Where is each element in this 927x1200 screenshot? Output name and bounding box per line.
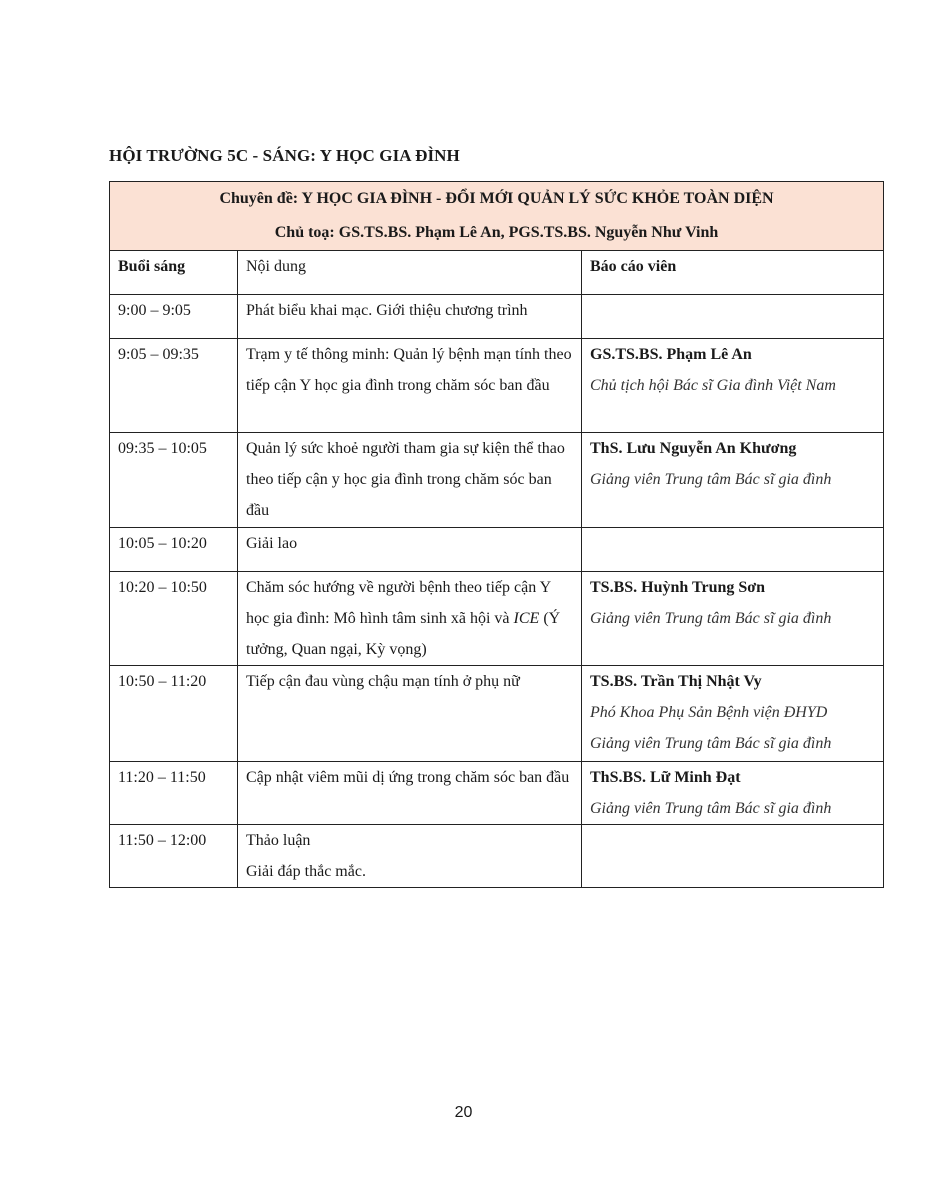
- session-chairs: Chủ toạ: GS.TS.BS. Phạm Lê An, PGS.TS.BS. Nguyễn Như Vinh: [274, 224, 719, 241]
- row-time: 10:05 – 10:20: [110, 528, 238, 572]
- row-content: Cập nhật viêm mũi dị ứng trong chăm sóc ban đầu: [238, 762, 582, 825]
- row-content: [238, 825, 582, 888]
- row-time: 11:20 – 11:50: [110, 762, 238, 825]
- row-content-line: Thảo luận: [246, 832, 311, 849]
- row-content-line: Giải đáp thắc mắc.: [246, 863, 366, 880]
- row-speaker-cell: [582, 666, 884, 762]
- speaker-name: TS.BS. Huỳnh Trung Sơn: [590, 579, 766, 596]
- table-header-row: [110, 251, 884, 295]
- row-time: 9:00 – 9:05: [110, 295, 238, 339]
- speaker-name: GS.TS.BS. Phạm Lê An: [590, 346, 752, 363]
- row-time: 11:50 – 12:00: [110, 825, 238, 888]
- speaker-role: Chủ tịch hội Bác sĩ Gia đình Việt Nam: [590, 377, 836, 394]
- row-time: 9:05 – 09:35: [110, 339, 238, 433]
- table-row: [110, 295, 884, 339]
- column-header-content: Nội dung: [238, 251, 582, 295]
- table-row: [110, 762, 884, 825]
- row-content-text: (Ý tưởng, Quan ngại, Kỳ vọng): [246, 610, 561, 658]
- schedule-table: [109, 181, 884, 888]
- row-speaker-cell: [582, 433, 884, 528]
- table-row: [110, 433, 884, 528]
- table-row: [110, 339, 884, 433]
- row-time: 10:20 – 10:50: [110, 572, 238, 666]
- speaker-name: ThS. Lưu Nguyễn An Khương: [590, 440, 797, 457]
- speaker-role: Phó Khoa Phụ Sản Bệnh viện ĐHYD: [590, 704, 828, 721]
- row-content: Giải lao: [238, 528, 582, 572]
- row-content: [238, 572, 582, 666]
- speaker-role: Giảng viên Trung tâm Bác sĩ gia đình: [590, 610, 832, 627]
- row-time: 09:35 – 10:05: [110, 433, 238, 528]
- row-content: Phát biểu khai mạc. Giới thiệu chương trình: [238, 295, 582, 339]
- column-header-time: Buổi sáng: [110, 251, 238, 295]
- row-speaker-cell: [582, 339, 884, 433]
- column-header-speaker: Báo cáo viên: [582, 251, 884, 295]
- table-row: [110, 666, 884, 762]
- table-row: [110, 825, 884, 888]
- speaker-role: Giảng viên Trung tâm Bác sĩ gia đình: [590, 735, 832, 752]
- row-content: Trạm y tế thông minh: Quản lý bệnh mạn tính theo tiếp cận Y học gia đình trong chăm sóc ban đầu: [238, 339, 582, 433]
- table-row: [110, 572, 884, 666]
- row-speaker-cell: [582, 295, 884, 339]
- row-speaker-cell: [582, 572, 884, 666]
- speaker-role: Giảng viên Trung tâm Bác sĩ gia đình: [590, 471, 832, 488]
- section-heading: HỘI TRƯỜNG 5C - SÁNG: Y HỌC GIA ĐÌNH: [109, 146, 460, 165]
- row-speaker-cell: [582, 528, 884, 572]
- session-banner: [110, 182, 884, 251]
- row-content-text: Chăm sóc hướng về người bệnh theo tiếp cận Y học gia đình: Mô hình tâm sinh xã hội và: [246, 579, 551, 627]
- row-content: Quản lý sức khoẻ người tham gia sự kiện thể thao theo tiếp cận y học gia đình trong chăm sóc ban đầu: [238, 433, 582, 528]
- row-speaker-cell: [582, 825, 884, 888]
- speaker-name: ThS.BS. Lữ Minh Đạt: [590, 769, 741, 786]
- table-row: [110, 528, 884, 572]
- row-speaker-cell: [582, 762, 884, 825]
- row-content: Tiếp cận đau vùng chậu mạn tính ở phụ nữ: [238, 666, 582, 762]
- speaker-name: TS.BS. Trần Thị Nhật Vy: [590, 673, 762, 690]
- row-time: 10:50 – 11:20: [110, 666, 238, 762]
- ice-term: ICE: [513, 610, 540, 627]
- session-topic: Chuyên đề: Y HỌC GIA ĐÌNH - ĐỔI MỚI QUẢN LÝ SỨC KHỎE TOÀN DIỆN: [219, 190, 774, 207]
- page-number: 20: [454, 1104, 473, 1121]
- speaker-role: Giảng viên Trung tâm Bác sĩ gia đình: [590, 800, 832, 817]
